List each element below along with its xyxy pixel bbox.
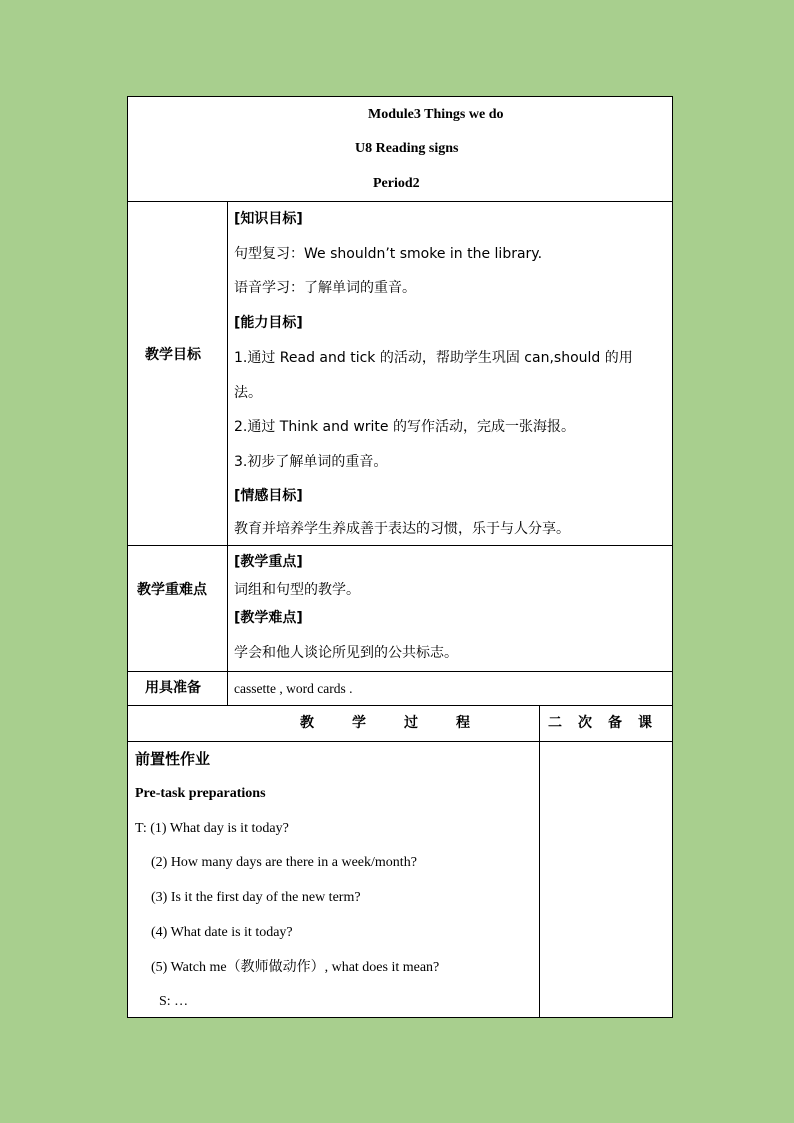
question-line: (2) How many days are there in a week/month? [151, 855, 417, 870]
knowledge-heading: [知识目标] [234, 211, 303, 227]
row-divider [128, 545, 672, 546]
materials-label: 用具准备 [145, 680, 201, 696]
unit-title: U8 Reading signs [355, 141, 459, 156]
revision-header-char: 课 [638, 715, 652, 731]
pretask-heading: Pre-task preparations [135, 786, 266, 801]
revision-header-char: 备 [608, 715, 622, 731]
emotion-heading: [情感目标] [234, 488, 303, 504]
row-divider [128, 201, 672, 202]
process-header-char: 程 [456, 715, 470, 731]
process-header-char: 过 [404, 715, 418, 731]
ability-line: 1.通过 Read and tick 的活动，帮助学生巩固 can,should 的用 [234, 350, 633, 366]
revision-header-char: 二 [548, 715, 562, 731]
homework-heading: 前置性作业 [135, 750, 211, 768]
question-line: (4) What date is it today? [151, 925, 293, 940]
period-title: Period2 [373, 176, 420, 191]
lesson-plan-table [127, 96, 673, 1018]
column-divider [227, 201, 228, 705]
difficulty-line: 学会和他人谈论所见到的公共标志。 [234, 645, 458, 661]
revision-header-char: 次 [578, 715, 592, 731]
emotion-line: 教育并培养学生养成善于表达的习惯，乐于与人分享。 [234, 521, 570, 537]
question-line: (3) Is it the first day of the new term? [151, 890, 361, 905]
ability-heading: [能力目标] [234, 315, 303, 331]
module-title: Module3 Things we do [368, 107, 504, 122]
key-points-label: 教学重难点 [137, 582, 207, 598]
row-divider [128, 705, 672, 706]
row-divider [128, 671, 672, 672]
process-header [300, 713, 470, 733]
question-line: T: (1) What day is it today? [135, 821, 289, 836]
focus-heading: [教学重点] [234, 554, 303, 570]
row-divider [128, 741, 672, 742]
ability-line: 2.通过 Think and write 的写作活动，完成一张海报。 [234, 419, 575, 435]
column-divider [539, 705, 540, 1017]
question-line: (5) Watch me（教师做动作）, what does it mean? [151, 960, 440, 975]
knowledge-line: 句型复习：We shouldn’t smoke in the library. [234, 246, 543, 262]
ability-line: 法。 [234, 385, 262, 401]
focus-line: 词组和句型的教学。 [234, 582, 360, 598]
revision-header [548, 713, 652, 733]
answer-line: S: … [159, 994, 189, 1009]
process-header-char: 学 [352, 715, 366, 731]
difficulty-heading: [教学难点] [234, 610, 303, 626]
knowledge-line: 语音学习：了解单词的重音。 [234, 280, 416, 296]
objectives-label: 教学目标 [145, 347, 201, 363]
process-header-char: 教 [300, 715, 314, 731]
ability-line: 3.初步了解单词的重音。 [234, 454, 388, 470]
materials-value: cassette , word cards . [234, 681, 353, 696]
